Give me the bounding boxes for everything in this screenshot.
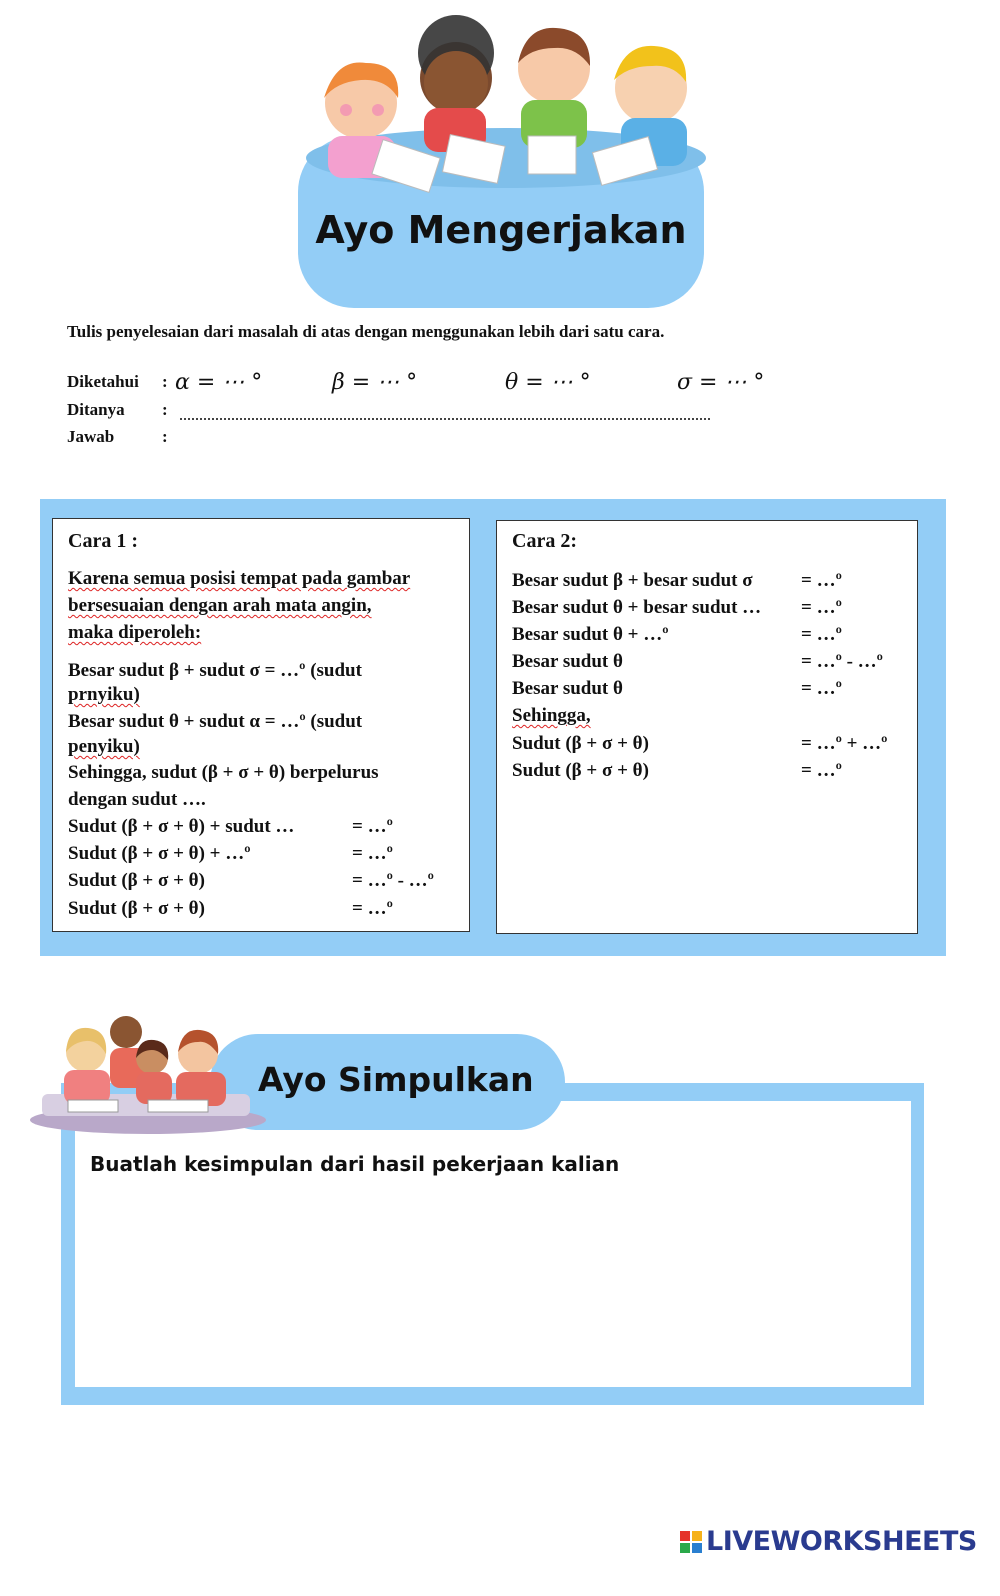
cara-1-eq-left: Sudut (β + σ + θ) [68,870,205,891]
cara-2-eq-right: = …º - …º [801,651,883,672]
cara-2-eq-right: = …º [801,597,842,618]
diketahui-label: Diketahui [67,372,139,391]
cara-1-eq-right: = …º - …º [352,870,434,891]
colon: : [162,427,168,446]
cara-1-intro [68,622,201,644]
cara-1-eq-right: = …º [352,843,393,864]
cara-2-sehingga: Sehingga, [512,705,591,726]
cara-2-eq-right: = …º [801,678,842,699]
cara-2-eq-right: = …º [801,760,842,781]
cara-2-eq-left: Sudut (β + σ + θ) [512,733,649,754]
cara-1-title: Cara 1 : [68,530,138,552]
cara-1-eq-left: Sudut (β + σ + θ) [68,898,205,919]
colon: : [162,372,168,391]
cara-2-eq-left: Besar sudut β + besar sudut σ [512,570,753,591]
cara-1-eq-left: Sudut (β + σ + θ) + …º [68,843,251,864]
kids-writing-illustration [306,8,706,198]
cara-1-intro-line: bersesuaian dengan arah mata angin, [68,595,372,616]
conclusion-instruction: Buatlah kesimpulan dari hasil pekerjaan kalian [90,1152,620,1176]
liveworksheets-logo-icon [680,1531,702,1553]
cara-1-line: Besar sudut θ + sudut α = …º (sudut [68,711,363,732]
cara-1-line [68,684,140,706]
cara-1-line: Sehingga, sudut (β + σ + θ) berpelurus [68,762,379,783]
cara-2-eq-left [512,705,591,727]
header-banner [298,8,704,308]
ditanya-row [67,400,174,420]
cara-1-eq-right: = …º [352,898,393,919]
cara-1-line-text: penyiku) [68,736,140,757]
liveworksheets-brand [680,1526,977,1557]
theta-value: θ = ⋯ ° [505,370,591,395]
cara-2-title: Cara 2: [512,530,577,552]
cara-2-eq-left: Sudut (β + σ + θ) [512,760,649,781]
conclusion-answer-area[interactable] [75,1101,911,1387]
cara-1-line: Besar sudut β + sudut σ = …º (sudut [68,660,362,681]
cara-2-eq-right: = …º [801,624,842,645]
alpha-value: α = ⋯ ° [175,370,263,395]
cara-1-intro [68,595,372,617]
cara-2-eq-left: Besar sudut θ [512,651,623,672]
cara-1-intro-line: maka diperoleh: [68,622,202,643]
conclusion-title: Ayo Simpulkan [258,1060,534,1099]
ditanya-label: Ditanya [67,400,125,419]
brand-name: LIVEWORKSHEETS [706,1526,977,1557]
cara-1-line [68,736,140,758]
cara-2-eq-left: Besar sudut θ + …º [512,624,669,645]
cara-2-eq-right: = …º [801,570,842,591]
cara-1-intro-line: Karena semua posisi tempat pada gambar [68,568,411,589]
ditanya-answer-line [180,418,710,420]
cara-2-eq-left: Besar sudut θ + besar sudut … [512,597,762,618]
cara-1-eq-right: = …º [352,816,393,837]
jawab-label: Jawab [67,427,115,446]
jawab-row [67,427,174,447]
cara-1-eq-left: Sudut (β + σ + θ) + sudut … [68,816,295,837]
task-instruction: Tulis penyelesaian dari masalah di atas dengan menggunakan lebih dari satu cara. [67,322,665,341]
cara-1-line: dengan sudut …. [68,789,206,810]
cara-1-line-text: prnyiku) [68,684,140,705]
sigma-value: σ = ⋯ ° [677,370,765,395]
header-title: Ayo Mengerjakan [315,208,687,252]
colon: : [162,400,168,419]
cara-2-eq-left: Besar sudut θ [512,678,623,699]
cara-2-eq-right: = …º + …º [801,733,888,754]
students-studying-illustration [28,1008,268,1136]
diketahui-row [67,372,174,392]
beta-value: β = ⋯ ° [332,370,418,395]
cara-1-intro [68,568,410,590]
